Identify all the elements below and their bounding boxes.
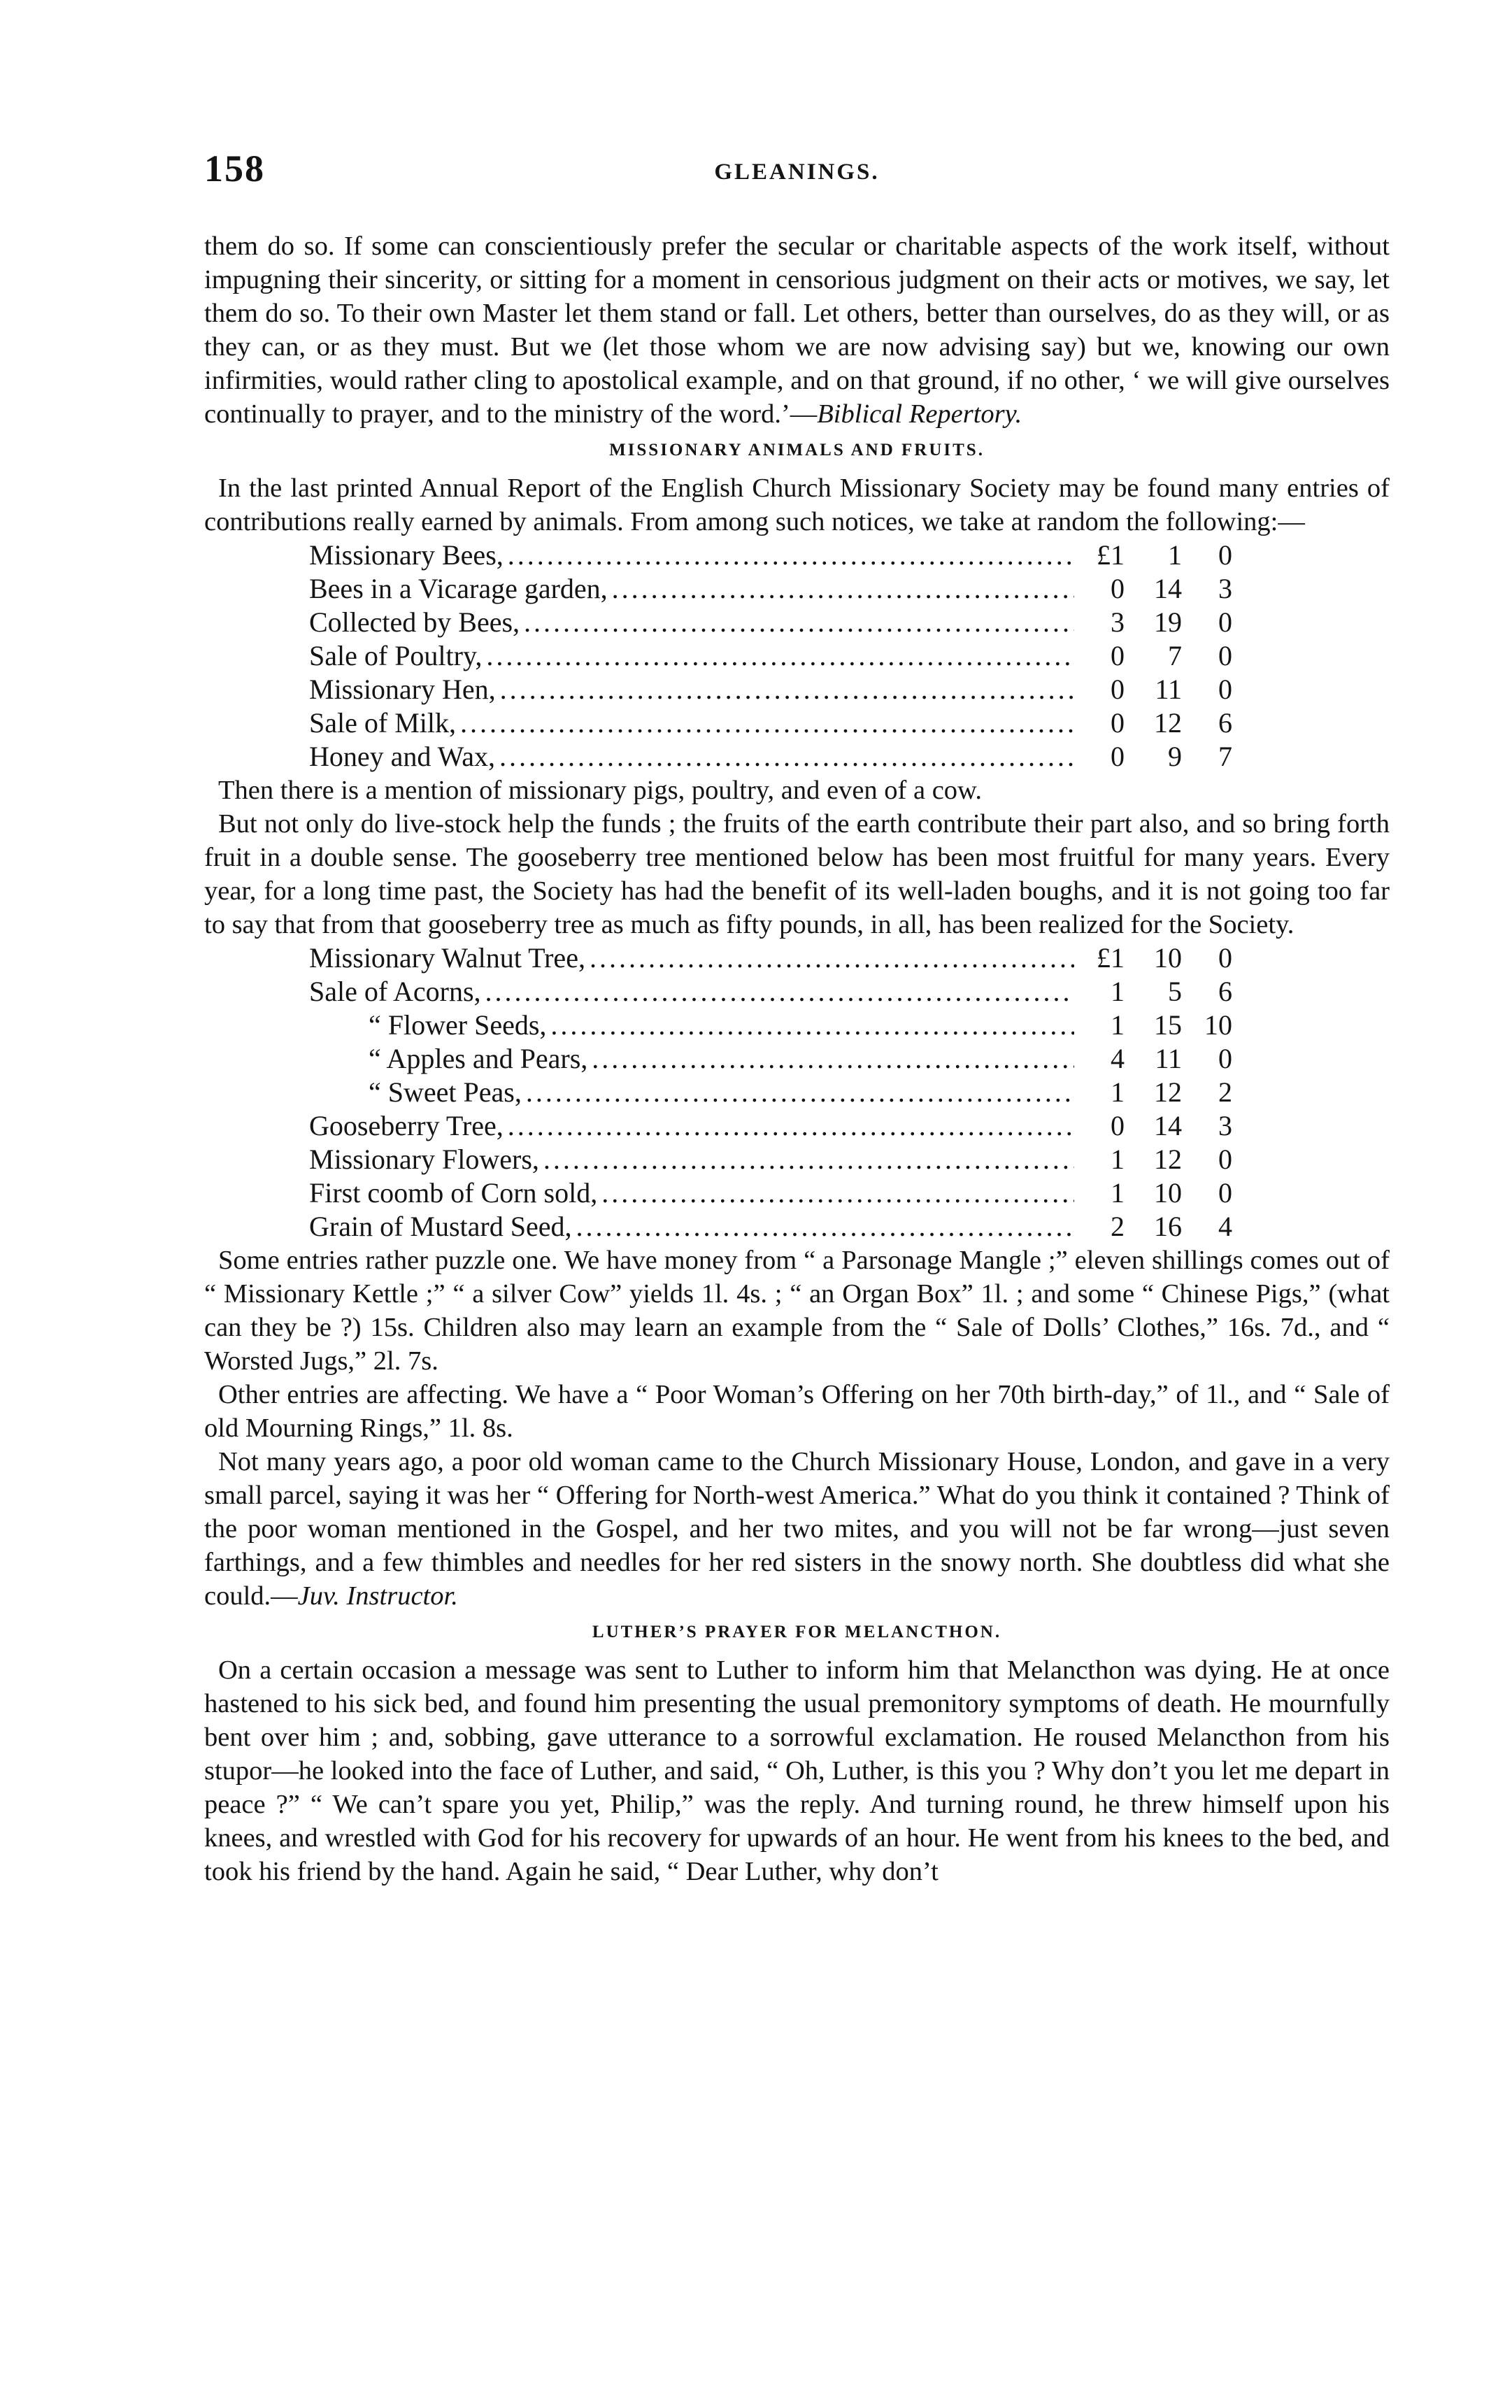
ledger-pounds: 0	[1111, 674, 1125, 705]
ledger-pounds: 0	[1111, 1110, 1125, 1141]
ledger-pence: 3	[1218, 1110, 1232, 1141]
ledger-pence: 0	[1218, 640, 1232, 671]
ledger-row	[309, 1176, 1232, 1210]
ledger-pounds: 1	[1111, 1009, 1125, 1041]
affecting-paragraph: Other entries are affecting. We have a “ Poor Woman’s Offering on her 70th birth-day,” of 1l., and “ Sale of old Mourning Rings,” 1l. 8s.	[204, 1380, 1390, 1443]
ledger-pence: 4	[1218, 1211, 1232, 1242]
ledger-leader-dots	[508, 1109, 1074, 1143]
ledger-pounds: 3	[1111, 606, 1125, 638]
ledger-item-label: First coomb of Corn sold,	[309, 1177, 598, 1209]
running-head: GLEANINGS.	[714, 159, 880, 185]
fruits-paragraph: But not only do live-stock help the funds ; the fruits of the earth contribute their part also, and so bring forth fruit in a double sense. The gooseberry tree mentioned below has been most fruitful for many years. Every year, for a long time past, the Society has had the benefit of its well-laden boughs, and it is not going too far to say that from that gooseberry tree as much as fifty pounds, in all, has been realized for the Society.	[204, 809, 1390, 939]
ledger-item-label: Bees in a Vicarage garden,	[309, 573, 608, 604]
fruit-contributions-list	[309, 941, 1232, 1244]
ledger-shillings: 10	[1154, 942, 1182, 974]
ledger-pence: 2	[1218, 1076, 1232, 1108]
opening-paragraph	[204, 229, 1390, 431]
luther-paragraph: On a certain occasion a message was sent to Luther to inform him that Melancthon was dying. He at once hastened to his sick bed, and found him presenting the usual premonitory symptoms of death. He mournfully bent over him ; and, sobbing, gave utterance to a sorrowful exclamation. He roused Melancthon from his stupor—he looked into the face of Luther, and said, “ Oh, Luther, is this you ? Why don’t you let me depart in peace ?” “ We can’t spare you yet, Philip,” was the reply. And turning round, he threw himself upon his knees, and wrestled with God for his recovery for upwards of an hour. He went from his knees to the bed, and took his friend by the hand. Again he said, “ Dear Luther, why don’t	[204, 1655, 1390, 1886]
page-header	[204, 147, 1390, 196]
ledger-row	[309, 1009, 1232, 1042]
ledger-pounds: 4	[1111, 1043, 1125, 1074]
ledger-leader-dots	[486, 639, 1074, 673]
page-number: 158	[204, 148, 265, 190]
ledger-shillings: 14	[1154, 1110, 1182, 1141]
ledger-leader-dots	[576, 1210, 1074, 1244]
ledger-row	[309, 1210, 1232, 1244]
ledger-shillings: 1	[1168, 539, 1182, 571]
ledger-pence: 0	[1218, 539, 1232, 571]
ledger-shillings: 12	[1154, 1144, 1182, 1175]
ledger-row	[309, 740, 1232, 774]
ledger-row	[309, 1042, 1232, 1076]
ledger-item-label: Sale of Poultry,	[309, 640, 483, 671]
ledger-row	[309, 539, 1232, 572]
ledger-row	[309, 975, 1232, 1009]
ledger-row	[309, 572, 1232, 606]
ledger-shillings: 9	[1168, 741, 1182, 772]
ledger-item-label: “ Sweet Peas,	[369, 1076, 522, 1108]
ledger-pence: 6	[1218, 707, 1232, 739]
ledger-pence: 0	[1218, 942, 1232, 974]
ledger-item-label: Collected by Bees,	[309, 606, 520, 638]
ledger-leader-dots	[508, 539, 1074, 572]
ledger-pounds: 0	[1111, 707, 1125, 739]
ledger-leader-dots	[460, 706, 1074, 740]
ledger-shillings: 19	[1154, 606, 1182, 638]
ledger-pence: 0	[1218, 674, 1232, 705]
opening-paragraph-source: Biblical Repertory.	[817, 399, 1022, 429]
ledger-row	[309, 941, 1232, 975]
ledger-pounds: 0	[1111, 640, 1125, 671]
ledger-pounds: 1	[1111, 1144, 1125, 1175]
ledger-row	[309, 673, 1232, 706]
ledger-pounds: 2	[1111, 1211, 1125, 1242]
ledger-shillings: 15	[1154, 1009, 1182, 1041]
ledger-leader-dots	[601, 1176, 1074, 1210]
ledger-item-label: Missionary Hen,	[309, 674, 496, 705]
ledger-shillings: 14	[1154, 573, 1182, 604]
ledger-item-label: Gooseberry Tree,	[309, 1110, 504, 1141]
ledger-shillings: 5	[1168, 976, 1182, 1007]
ledger-leader-dots	[524, 606, 1074, 639]
ledger-item-label: Grain of Mustard Seed,	[309, 1211, 572, 1242]
ledger-row	[309, 1076, 1232, 1109]
missionary-intro-paragraph: In the last printed Annual Report of the English Church Missionary Society may be found many entries of contributions really earned by animals. From among such notices, we take at random the following:—	[204, 473, 1390, 536]
ledger-shillings: 12	[1154, 1076, 1182, 1108]
ledger-pence: 0	[1218, 1177, 1232, 1209]
ledger-shillings: 12	[1154, 707, 1182, 739]
ledger-pounds: 1	[1111, 1177, 1125, 1209]
ledger-leader-dots	[590, 941, 1074, 975]
ledger-item-label: Sale of Acorns,	[309, 976, 481, 1007]
book-page	[204, 147, 1390, 1888]
section-title-luther-prayer: LUTHER’S PRAYER FOR MELANCTHON.	[592, 1623, 1002, 1641]
ledger-pence: 10	[1204, 1009, 1232, 1041]
ledger-row	[309, 639, 1232, 673]
poor-woman-paragraph-source: Juv. Instructor.	[297, 1581, 458, 1611]
ledger-row	[309, 1143, 1232, 1176]
ledger-shillings: 16	[1154, 1211, 1182, 1242]
ledger-leader-dots	[543, 1143, 1074, 1176]
ledger-pence: 0	[1218, 1144, 1232, 1175]
ledger-shillings: 11	[1155, 674, 1182, 705]
ledger-shillings: 11	[1155, 1043, 1182, 1074]
ledger-pence: 0	[1218, 1043, 1232, 1074]
ledger-pence: 7	[1218, 741, 1232, 772]
ledger-pounds: 0	[1111, 741, 1125, 772]
ledger-shillings: 7	[1168, 640, 1182, 671]
ledger-pence: 0	[1218, 606, 1232, 638]
ledger-pence: 3	[1218, 573, 1232, 604]
ledger-leader-dots	[550, 1009, 1074, 1042]
ledger-leader-dots	[526, 1076, 1074, 1109]
ledger-pounds: 0	[1111, 573, 1125, 604]
ledger-leader-dots	[485, 975, 1074, 1009]
ledger-row	[309, 706, 1232, 740]
ledger-item-label: Missionary Flowers,	[309, 1144, 539, 1175]
ledger-pounds: £1	[1097, 539, 1125, 571]
ledger-pounds: 1	[1111, 976, 1125, 1007]
ledger-leader-dots	[592, 1042, 1074, 1076]
ledger-item-label: Missionary Bees,	[309, 539, 504, 571]
puzzle-paragraph: Some entries rather puzzle one. We have money from “ a Parsonage Mangle ;” eleven shillings comes out of “ Missionary Kettle ;” “ a silver Cow” yields 1l. 4s. ; “ an Organ Box” 1l. ; and some “ Chinese Pigs,” (what can they be ?) 15s. Children also may learn an example from the “ Sale of Dolls’ Clothes,” 16s. 7d., and “ Worsted Jugs,” 2l. 7s.	[204, 1246, 1390, 1376]
ledger-item-label: Sale of Milk,	[309, 707, 456, 739]
ledger-pounds: £1	[1097, 942, 1125, 974]
ledger-item-label: “ Flower Seeds,	[369, 1009, 547, 1041]
animal-contributions-list	[309, 539, 1232, 774]
ledger-item-label: “ Apples and Pears,	[369, 1043, 588, 1074]
ledger-item-label: Missionary Walnut Tree,	[309, 942, 585, 974]
section-title-missionary-animals: MISSIONARY ANIMALS AND FRUITS.	[609, 441, 985, 459]
opening-paragraph-text: them do so. If some can conscientiously prefer the secular or charitable aspects of the work itself, without impugning their sincerity, or sitting for a moment in censorious judgment on their acts or motives, we say, let them do so. To their own Master let them stand or fall. Let others, better than ourselves, do as they will, or as they can, or as they must. But we (let those whom we are now advising say) but we, knowing our own infirmities, would rather cling to apostolical example, and on that ground, if no other, ‘ we will give ourselves continually to prayer, and to the ministry of the word.’—	[204, 231, 1390, 429]
ledger-row	[309, 1109, 1232, 1143]
ledger-item-label: Honey and Wax,	[309, 741, 495, 772]
ledger-shillings: 10	[1154, 1177, 1182, 1209]
ledger-leader-dots	[612, 572, 1074, 606]
ledger-row	[309, 606, 1232, 639]
poor-woman-paragraph	[204, 1445, 1390, 1613]
poor-woman-paragraph-text: Not many years ago, a poor old woman came to the Church Missionary House, London, and gave in a very small parcel, saying it was her “ Offering for North-west America.” What do you think it contained ? Think of the poor woman mentioned in the Gospel, and her two mites, and you will not be far wrong—just seven farthings, and a few thimbles and needles for her red sisters in the snowy north. She doubtless did what she could.—	[204, 1447, 1390, 1611]
ledger-leader-dots	[499, 740, 1074, 774]
after-animals-paragraph: Then there is a mention of missionary pigs, poultry, and even of a cow.	[218, 776, 982, 805]
ledger-leader-dots	[500, 673, 1074, 706]
ledger-pence: 6	[1218, 976, 1232, 1007]
ledger-pounds: 1	[1111, 1076, 1125, 1108]
